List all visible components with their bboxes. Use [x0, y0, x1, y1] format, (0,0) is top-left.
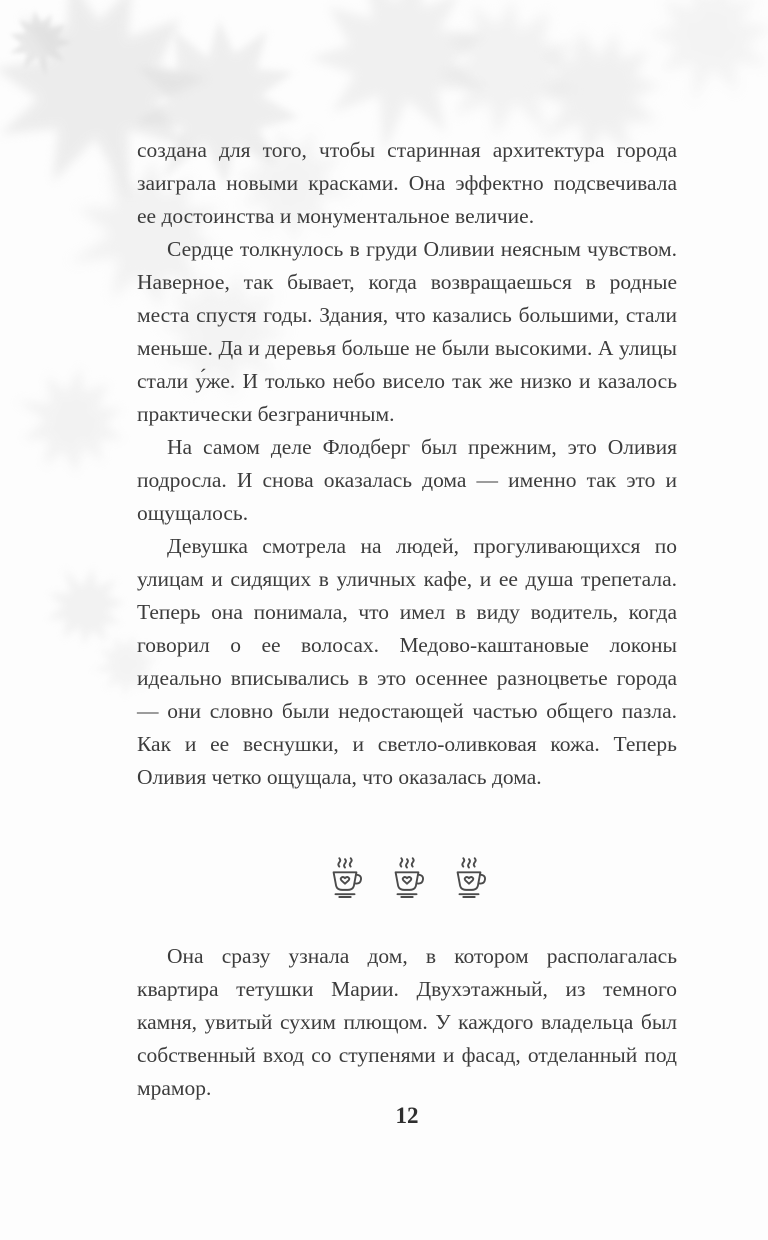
scene-break-separator	[137, 856, 677, 900]
leaf-icon	[0, 343, 147, 497]
paragraph: создана для того, чтобы старинная архитектура города заиграла новыми красками. Она эффектно подсвечивала ее достоинства и монументальное величие.	[137, 138, 677, 228]
leaf-icon	[624, 0, 768, 126]
leaf-icon	[0, 2, 81, 83]
coffee-cup-icon	[388, 856, 426, 900]
page-text	[137, 134, 677, 1105]
paragraph: Девушка смотрела на людей, прогуливающихся по улицам и сидящих в уличных кафе, и ее душа трепетала. Теперь она понимала, что имел в виду водитель, когда говорил о ее волосах. Медово-каштановые локоны идеально вписывались в это осеннее разноцветье города — они словно были недостающей частью общего пазла. Как и ее веснушки, и светло-оливковая кожа. Теперь Оливия четко ощущала, что оказалась дома.	[137, 534, 677, 789]
paragraph: Сердце толкнулось в груди Оливии неясным чувством. Наверное, так бывает, когда возвращаешься в родные места спустя годы. Здания, что казались большими, стали меньше. Да и деревья больше не были высокими. А улицы стали у́же. И только небо висело так же низко и казалось практически безграничным.	[137, 237, 677, 426]
paragraph: На самом деле Флодберг был прежним, это Оливия подросла. И снова оказалась дома — именно так это и ощущалось.	[137, 435, 677, 525]
leaf-icon	[24, 544, 147, 667]
page-number: 12	[395, 1103, 419, 1128]
coffee-cup-icon	[450, 856, 488, 900]
paragraph: Она сразу узнала дом, в котором располагалась квартира тетушки Марии. Двухэтажный, из темного камня, увитый сухим плющом. У каждого владельца был собственный вход со ступенями и фасад, отделанный под мрамор.	[137, 944, 677, 1100]
coffee-cup-icon	[326, 856, 364, 900]
